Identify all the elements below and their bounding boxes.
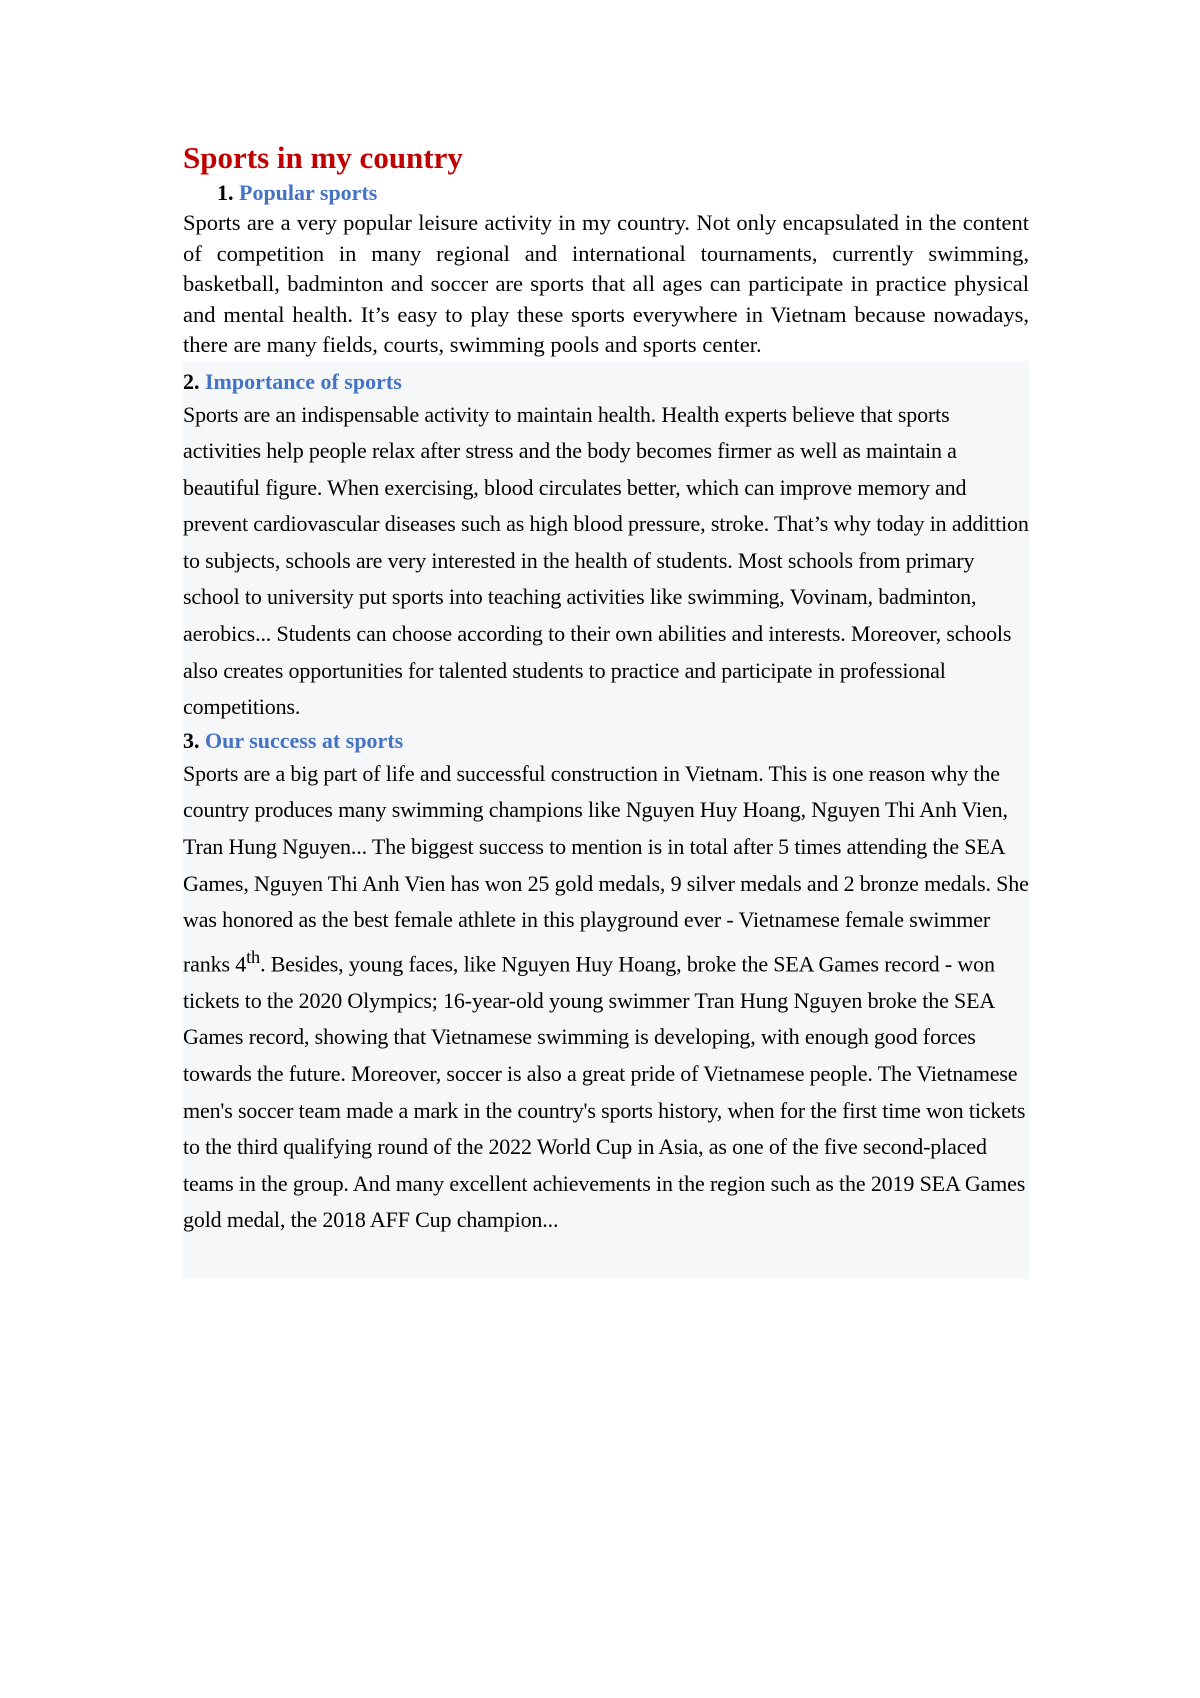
section-3-heading: [183, 726, 1029, 756]
section-3-title: Our success at sports: [205, 727, 404, 753]
ordinal-superscript: th: [246, 946, 261, 967]
section-3-paragraph: [183, 756, 1029, 1239]
section-2-title: Importance of sports: [205, 368, 402, 394]
section-2-block: [183, 361, 1029, 726]
section-3-block: [183, 726, 1029, 1279]
section-1-paragraph: Sports are a very popular leisure activity in my country. Not only encapsulated in the content of competition in many regional and international tournaments, currently swimming, basketball, badminton and soccer are sports that all ages can participate in practice physical and mental health. It’s easy to play these sports everywhere in Vietnam because nowadays, there are many fields, courts, swimming pools and sports center.: [183, 210, 1029, 357]
document-title: Sports in my country: [183, 140, 463, 175]
section-1-heading: [217, 178, 1029, 208]
section-1-title: Popular sports: [239, 180, 378, 205]
document-body: [183, 138, 1029, 1279]
section-3-number: 3.: [183, 727, 200, 753]
section-1-number: 1.: [217, 180, 234, 205]
section-2-number: 2.: [183, 368, 200, 394]
section-2-heading: [183, 361, 1029, 397]
section-3-text-part-1: Sports are a big part of life and successful construction in Vietnam. This is one reason why the country produces many swimming champions like Nguyen Huy Hoang, Nguyen Thi Anh Vien, Tran Hung Nguyen... The biggest success to mention is in total after 5 times attending the SEA Games, Nguyen Thi Anh Vien has won 25 gold medals, 9 silver medals and 2 bronze medals. She was honored as the best female athlete in this playground ever - Vietnamese female swimmer ranks 4: [183, 760, 1029, 977]
section-2-paragraph: Sports are an indispensable activity to maintain health. Health experts believe that sports activities help people relax after stress and the body becomes firmer as well as maintain a beautiful figure. When exercising, blood circulates better, which can improve memory and prevent cardiovascular diseases such as high blood pressure, stroke. That’s why today in addittion to subjects, schools are very interested in the health of students. Most schools from primary school to university put sports into teaching activities like swimming, Vovinam, badminton, aerobics... Students can choose according to their own abilities and interests. Moreover, schools also creates opportunities for talented students to practice and participate in professional competitions.: [183, 401, 1029, 720]
section-3-text-part-2: . Besides, young faces, like Nguyen Huy Hoang, broke the SEA Games record - won tickets to the 2020 Olympics; 16-year-old young swimmer Tran Hung Nguyen broke the SEA Games record, showing that Vietnamese swimming is developing, with enough good forces towards the future. Moreover, soccer is also a great pride of Vietnamese people. The Vietnamese men's soccer team made a mark in the country's sports history, when for the first time won tickets to the third qualifying round of the 2022 World Cup in Asia, as one of the five second-placed teams in the group. And many excellent achievements in the region such as the 2019 SEA Games gold medal, the 2018 AFF Cup champion...: [183, 951, 1026, 1233]
